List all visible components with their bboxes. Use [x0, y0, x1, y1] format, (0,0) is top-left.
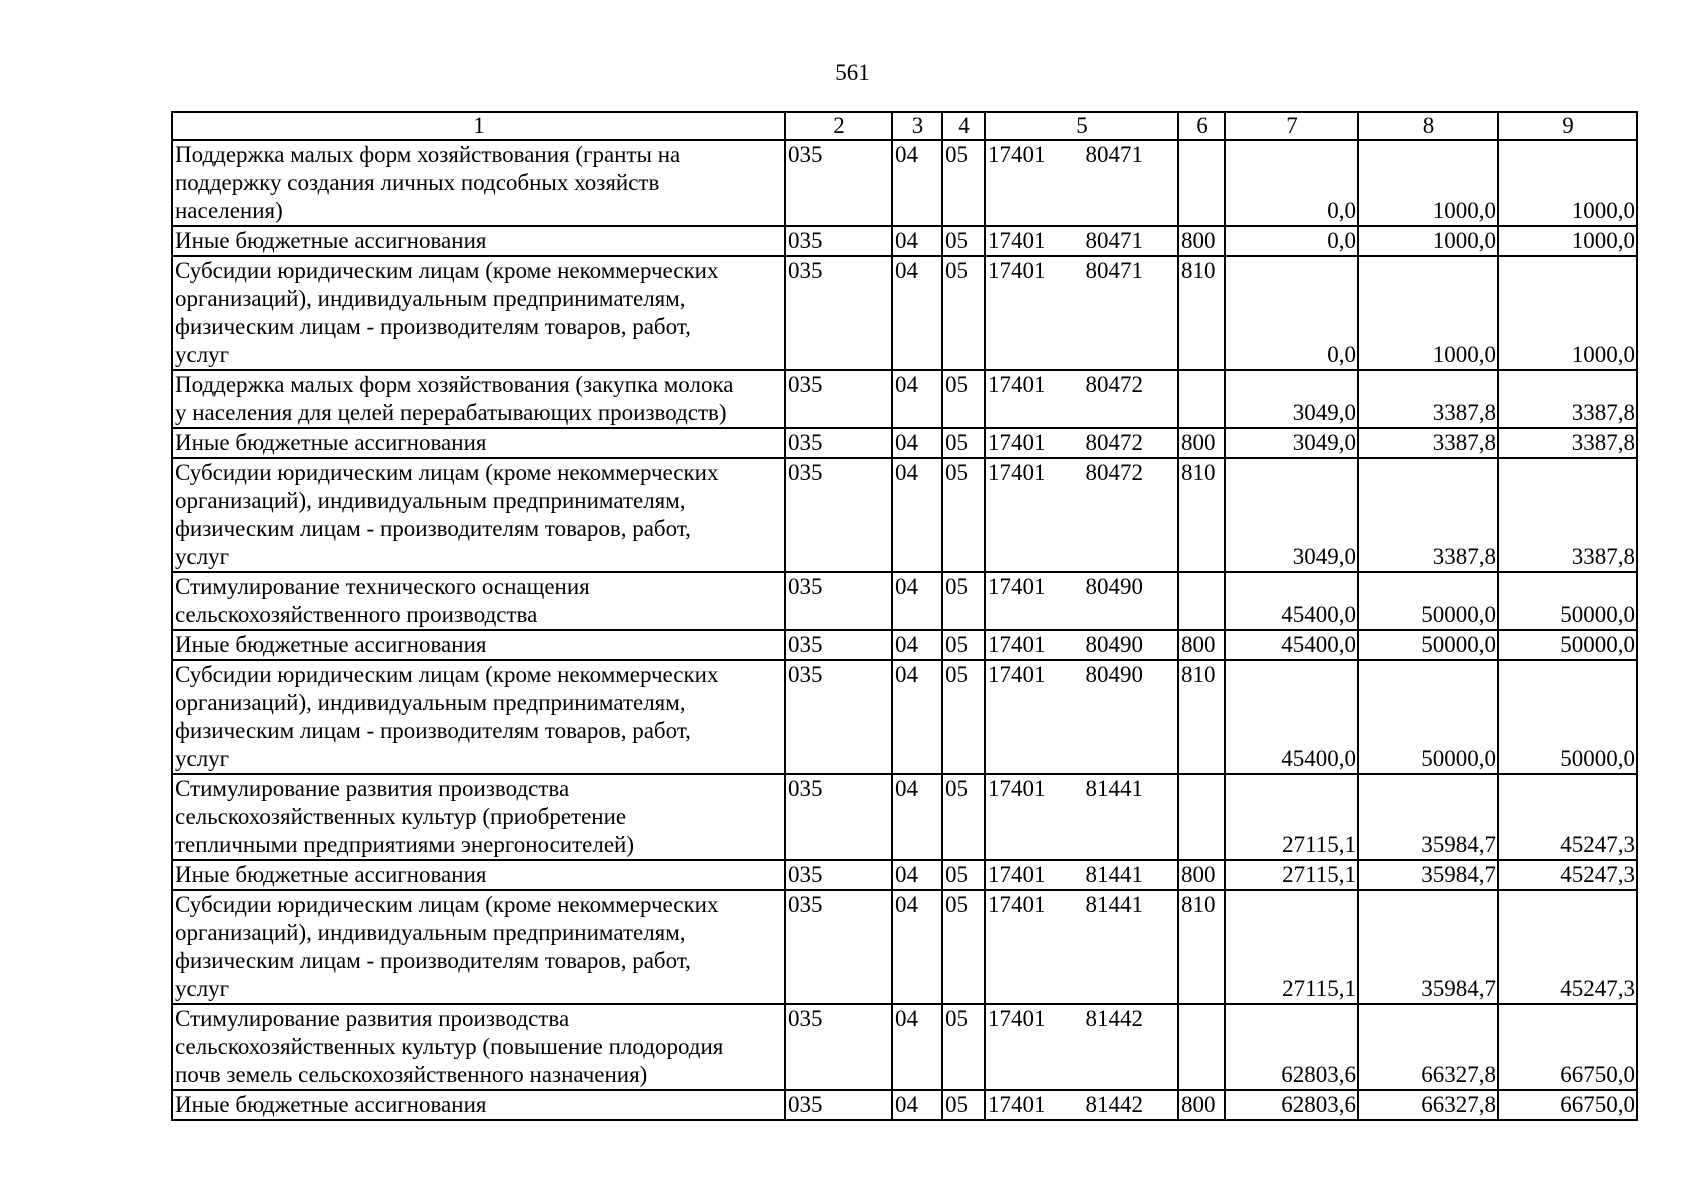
expense-type-cell: [1178, 370, 1225, 428]
ved-code-cell: 035: [785, 256, 892, 370]
table-row: [172, 860, 1637, 890]
table-row: [172, 1004, 1637, 1090]
ved-code-cell: 035: [785, 572, 892, 630]
row-name-line: организаций), индивидуальным предпринимателям,: [175, 690, 686, 715]
row-name-line: почв земель сельскохозяйственного назначения): [175, 1062, 648, 1087]
target-item-code-part2: 80471: [1085, 142, 1143, 167]
target-item-code-part1: 17401: [988, 372, 1046, 397]
row-name-line: услуг: [175, 746, 230, 771]
target-item-code-cell: [985, 428, 1178, 458]
subsection-code-cell: 05: [942, 630, 985, 660]
row-name-line: Иные бюджетные ассигнования: [175, 228, 487, 253]
target-item-code-part2: 80472: [1085, 430, 1143, 455]
subsection-code-cell: 05: [942, 428, 985, 458]
row-name-line: населения): [175, 198, 283, 223]
target-item-code-cell: [985, 1004, 1178, 1090]
section-code-cell: 04: [892, 890, 942, 1004]
row-name-cell: [172, 256, 785, 370]
table-row: [172, 458, 1637, 572]
amount-col7-cell: 27115,1: [1225, 860, 1358, 890]
target-item-code-part1: 17401: [988, 892, 1046, 917]
row-name-line: у населения для целей перерабатывающих производств): [175, 400, 727, 425]
row-name-line: Иные бюджетные ассигнования: [175, 1092, 487, 1117]
amount-col8-cell: 50000,0: [1358, 630, 1498, 660]
target-item-code-part2: 80490: [1085, 662, 1143, 687]
target-item-code-part1: 17401: [988, 258, 1046, 283]
target-item-code-part1: 17401: [988, 862, 1046, 887]
row-name-cell: [172, 630, 785, 660]
ved-code-cell: 035: [785, 660, 892, 774]
header-row: [172, 112, 1637, 140]
ved-code-cell: 035: [785, 774, 892, 860]
target-item-code-part1: 17401: [988, 662, 1046, 687]
target-item-code-part2: 80490: [1085, 632, 1143, 657]
amount-col8-cell: 50000,0: [1358, 660, 1498, 774]
section-code-cell: 04: [892, 1090, 942, 1120]
subsection-code-cell: 05: [942, 256, 985, 370]
row-name-line: Стимулирование развития производства: [175, 1006, 570, 1031]
amount-col9-cell: 66750,0: [1498, 1004, 1637, 1090]
amount-col8-cell: 1000,0: [1358, 226, 1498, 256]
row-name-line: организаций), индивидуальным предпринимателям,: [175, 920, 686, 945]
row-name-cell: [172, 226, 785, 256]
budget-table: [171, 111, 1638, 1121]
expense-type-cell: [1178, 572, 1225, 630]
subsection-code-cell: 05: [942, 458, 985, 572]
amount-col7-cell: 3049,0: [1225, 370, 1358, 428]
section-code-cell: 04: [892, 660, 942, 774]
expense-type-cell: 800: [1178, 860, 1225, 890]
header-cell-4: 4: [942, 112, 985, 140]
ved-code-cell: 035: [785, 370, 892, 428]
amount-col9-cell: 45247,3: [1498, 860, 1637, 890]
row-name-line: услуг: [175, 976, 230, 1001]
expense-type-cell: [1178, 1004, 1225, 1090]
amount-col9-cell: 45247,3: [1498, 890, 1637, 1004]
target-item-code-cell: [985, 774, 1178, 860]
table-row: [172, 428, 1637, 458]
row-name-cell: [172, 428, 785, 458]
target-item-code-cell: [985, 256, 1178, 370]
target-item-code-cell: [985, 630, 1178, 660]
amount-col8-cell: 35984,7: [1358, 890, 1498, 1004]
target-item-code-part2: 81442: [1085, 1006, 1143, 1031]
row-name-line: услуг: [175, 544, 230, 569]
row-name-line: Стимулирование технического оснащения: [175, 574, 590, 599]
row-name-cell: [172, 458, 785, 572]
ved-code-cell: 035: [785, 890, 892, 1004]
target-item-code-cell: [985, 1090, 1178, 1120]
amount-col7-cell: 0,0: [1225, 226, 1358, 256]
amount-col7-cell: 27115,1: [1225, 890, 1358, 1004]
amount-col8-cell: 3387,8: [1358, 370, 1498, 428]
amount-col7-cell: 3049,0: [1225, 428, 1358, 458]
table-row: [172, 370, 1637, 428]
section-code-cell: 04: [892, 1004, 942, 1090]
row-name-line: физическим лицам - производителям товаров, работ,: [175, 516, 691, 541]
section-code-cell: 04: [892, 860, 942, 890]
target-item-code-cell: [985, 660, 1178, 774]
amount-col9-cell: 1000,0: [1498, 140, 1637, 226]
amount-col8-cell: 66327,8: [1358, 1090, 1498, 1120]
target-item-code-part2: 80471: [1085, 228, 1143, 253]
amount-col9-cell: 50000,0: [1498, 572, 1637, 630]
row-name-cell: [172, 140, 785, 226]
target-item-code-part1: 17401: [988, 776, 1046, 801]
row-name-line: физическим лицам - производителям товаров, работ,: [175, 948, 691, 973]
row-name-cell: [172, 1090, 785, 1120]
row-name-line: Иные бюджетные ассигнования: [175, 862, 487, 887]
amount-col9-cell: 50000,0: [1498, 630, 1637, 660]
target-item-code-part2: 81441: [1085, 776, 1143, 801]
table-row: [172, 226, 1637, 256]
section-code-cell: 04: [892, 458, 942, 572]
target-item-code-cell: [985, 370, 1178, 428]
amount-col8-cell: 1000,0: [1358, 140, 1498, 226]
section-code-cell: 04: [892, 572, 942, 630]
table-row: [172, 256, 1637, 370]
row-name-line: физическим лицам - производителям товаров, работ,: [175, 718, 691, 743]
target-item-code-part1: 17401: [988, 632, 1046, 657]
subsection-code-cell: 05: [942, 860, 985, 890]
expense-type-cell: 800: [1178, 428, 1225, 458]
amount-col8-cell: 66327,8: [1358, 1004, 1498, 1090]
target-item-code-cell: [985, 226, 1178, 256]
target-item-code-part1: 17401: [988, 430, 1046, 455]
expense-type-cell: 810: [1178, 890, 1225, 1004]
section-code-cell: 04: [892, 370, 942, 428]
amount-col9-cell: 1000,0: [1498, 226, 1637, 256]
amount-col8-cell: 1000,0: [1358, 256, 1498, 370]
target-item-code-part1: 17401: [988, 460, 1046, 485]
expense-type-cell: 800: [1178, 226, 1225, 256]
header-cell-8: 8: [1358, 112, 1498, 140]
table-row: [172, 572, 1637, 630]
row-name-cell: [172, 370, 785, 428]
amount-col9-cell: 3387,8: [1498, 458, 1637, 572]
row-name-cell: [172, 660, 785, 774]
target-item-code-part2: 80472: [1085, 460, 1143, 485]
subsection-code-cell: 05: [942, 890, 985, 1004]
amount-col8-cell: 35984,7: [1358, 774, 1498, 860]
target-item-code-part2: 80490: [1085, 574, 1143, 599]
row-name-line: Стимулирование развития производства: [175, 776, 570, 801]
target-item-code-part2: 80472: [1085, 372, 1143, 397]
amount-col7-cell: 45400,0: [1225, 660, 1358, 774]
row-name-line: поддержку создания личных подсобных хозяйств: [175, 170, 660, 195]
amount-col9-cell: 45247,3: [1498, 774, 1637, 860]
target-item-code-cell: [985, 458, 1178, 572]
target-item-code-part1: 17401: [988, 228, 1046, 253]
amount-col8-cell: 3387,8: [1358, 428, 1498, 458]
amount-col7-cell: 0,0: [1225, 140, 1358, 226]
ved-code-cell: 035: [785, 630, 892, 660]
section-code-cell: 04: [892, 630, 942, 660]
row-name-cell: [172, 774, 785, 860]
row-name-cell: [172, 860, 785, 890]
amount-col7-cell: 3049,0: [1225, 458, 1358, 572]
amount-col9-cell: 1000,0: [1498, 256, 1637, 370]
amount-col8-cell: 3387,8: [1358, 458, 1498, 572]
row-name-line: Иные бюджетные ассигнования: [175, 430, 487, 455]
page-number: 561: [835, 60, 870, 85]
subsection-code-cell: 05: [942, 370, 985, 428]
target-item-code-cell: [985, 140, 1178, 226]
target-item-code-part2: 81441: [1085, 892, 1143, 917]
expense-type-cell: 810: [1178, 256, 1225, 370]
amount-col7-cell: 27115,1: [1225, 774, 1358, 860]
target-item-code-cell: [985, 572, 1178, 630]
expense-type-cell: 810: [1178, 458, 1225, 572]
row-name-line: Субсидии юридическим лицам (кроме некоммерческих: [175, 258, 719, 283]
subsection-code-cell: 05: [942, 1004, 985, 1090]
section-code-cell: 04: [892, 140, 942, 226]
expense-type-cell: [1178, 140, 1225, 226]
ved-code-cell: 035: [785, 1090, 892, 1120]
target-item-code-cell: [985, 890, 1178, 1004]
row-name-line: сельскохозяйственного производства: [175, 602, 538, 627]
table-row: [172, 1090, 1637, 1120]
target-item-code-part1: 17401: [988, 574, 1046, 599]
row-name-line: Субсидии юридическим лицам (кроме некоммерческих: [175, 892, 719, 917]
table-row: [172, 774, 1637, 860]
ved-code-cell: 035: [785, 140, 892, 226]
row-name-line: сельскохозяйственных культур (повышение плодородия: [175, 1034, 724, 1059]
subsection-code-cell: 05: [942, 572, 985, 630]
subsection-code-cell: 05: [942, 1090, 985, 1120]
target-item-code-cell: [985, 860, 1178, 890]
table-row: [172, 140, 1637, 226]
section-code-cell: 04: [892, 774, 942, 860]
row-name-line: физическим лицам - производителям товаров, работ,: [175, 314, 691, 339]
row-name-line: организаций), индивидуальным предпринимателям,: [175, 488, 686, 513]
expense-type-cell: 810: [1178, 660, 1225, 774]
target-item-code-part1: 17401: [988, 142, 1046, 167]
section-code-cell: 04: [892, 256, 942, 370]
row-name-cell: [172, 890, 785, 1004]
amount-col8-cell: 35984,7: [1358, 860, 1498, 890]
expense-type-cell: 800: [1178, 630, 1225, 660]
ved-code-cell: 035: [785, 428, 892, 458]
section-code-cell: 04: [892, 226, 942, 256]
row-name-line: сельскохозяйственных культур (приобретение: [175, 804, 627, 829]
subsection-code-cell: 05: [942, 140, 985, 226]
header-cell-9: 9: [1498, 112, 1637, 140]
expense-type-cell: 800: [1178, 1090, 1225, 1120]
ved-code-cell: 035: [785, 226, 892, 256]
amount-col7-cell: 62803,6: [1225, 1090, 1358, 1120]
amount-col7-cell: 45400,0: [1225, 630, 1358, 660]
subsection-code-cell: 05: [942, 660, 985, 774]
subsection-code-cell: 05: [942, 226, 985, 256]
amount-col9-cell: 3387,8: [1498, 370, 1637, 428]
header-cell-7: 7: [1225, 112, 1358, 140]
row-name-line: Поддержка малых форм хозяйствования (гранты на: [175, 142, 681, 167]
ved-code-cell: 035: [785, 860, 892, 890]
amount-col7-cell: 45400,0: [1225, 572, 1358, 630]
target-item-code-part1: 17401: [988, 1092, 1046, 1117]
target-item-code-part2: 80471: [1085, 258, 1143, 283]
table-row: [172, 890, 1637, 1004]
header-cell-5: 5: [985, 112, 1178, 140]
row-name-cell: [172, 572, 785, 630]
target-item-code-part2: 81442: [1085, 1092, 1143, 1117]
row-name-line: Поддержка малых форм хозяйствования (закупка молока: [175, 372, 734, 397]
amount-col9-cell: 66750,0: [1498, 1090, 1637, 1120]
row-name-cell: [172, 1004, 785, 1090]
target-item-code-part2: 81441: [1085, 862, 1143, 887]
header-cell-2: 2: [785, 112, 892, 140]
row-name-line: Субсидии юридическим лицам (кроме некоммерческих: [175, 460, 719, 485]
row-name-line: организаций), индивидуальным предпринимателям,: [175, 286, 686, 311]
amount-col7-cell: 0,0: [1225, 256, 1358, 370]
ved-code-cell: 035: [785, 1004, 892, 1090]
amount-col9-cell: 3387,8: [1498, 428, 1637, 458]
ved-code-cell: 035: [785, 458, 892, 572]
amount-col7-cell: 62803,6: [1225, 1004, 1358, 1090]
row-name-line: услуг: [175, 342, 230, 367]
header-cell-1: 1: [172, 112, 785, 140]
row-name-line: Субсидии юридическим лицам (кроме некоммерческих: [175, 662, 719, 687]
amount-col9-cell: 50000,0: [1498, 660, 1637, 774]
header-cell-3: 3: [892, 112, 942, 140]
expense-type-cell: [1178, 774, 1225, 860]
subsection-code-cell: 05: [942, 774, 985, 860]
row-name-line: Иные бюджетные ассигнования: [175, 632, 487, 657]
amount-col8-cell: 50000,0: [1358, 572, 1498, 630]
table-row: [172, 660, 1637, 774]
table-row: [172, 630, 1637, 660]
row-name-line: тепличными предприятиями энергоносителей): [175, 832, 635, 857]
target-item-code-part1: 17401: [988, 1006, 1046, 1031]
header-cell-6: 6: [1178, 112, 1225, 140]
section-code-cell: 04: [892, 428, 942, 458]
